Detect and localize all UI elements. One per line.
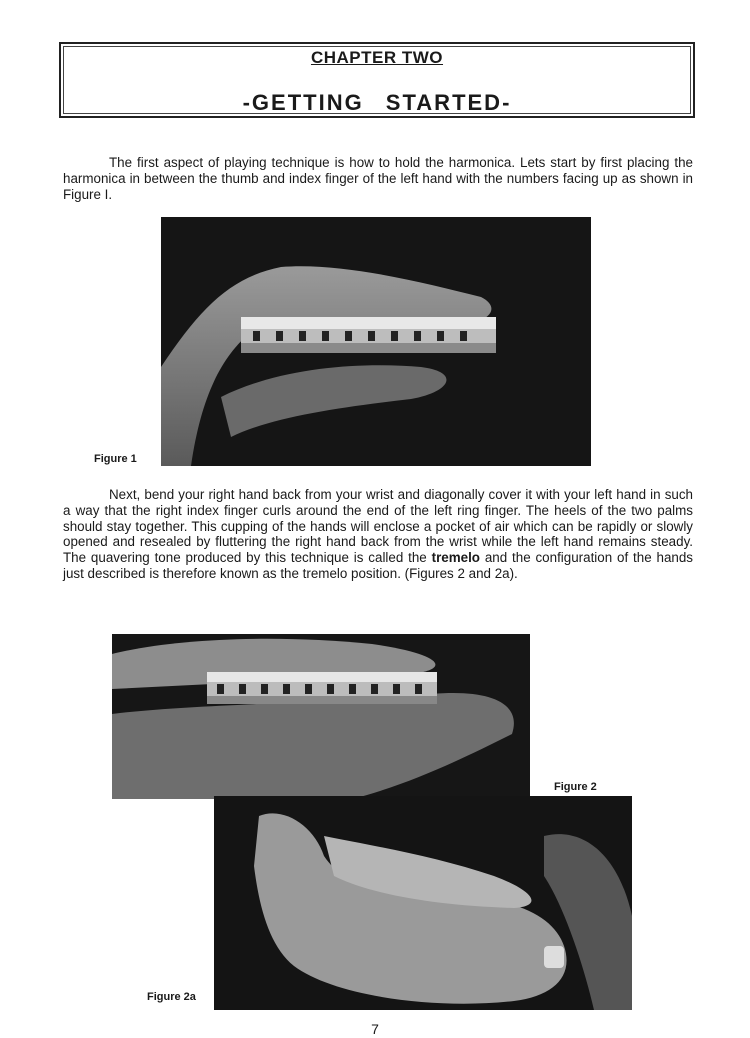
paragraph-tremelo: [63, 487, 693, 582]
figure-1-photo: [161, 217, 591, 466]
figure-2a-photo: [214, 796, 632, 1010]
chapter-title: -GETTING STARTED-: [242, 90, 512, 115]
chapter-header-box: [59, 42, 695, 118]
figure-2-caption: Figure 2: [554, 781, 597, 793]
chapter-label: CHAPTER TWO: [310, 48, 444, 67]
tremelo-term: tremelo: [431, 550, 480, 566]
paragraph-2-text-after: and the configuration of the hands just described is therefore known as the tremelo position. (Figures 2 and 2a).: [63, 550, 693, 581]
paragraph-1-text: The first aspect of playing technique is how to hold the harmonica. Lets start by first placing the harmonica in between the thumb and index finger of the left hand with the numbers facing up as shown in Figure I.: [63, 155, 693, 202]
figure-2-photo: [112, 634, 530, 799]
paragraph-2-text-before: Next, bend your right hand back from your wrist and diagonally cover it with your left hand in such a way that the right index finger curls around the end of the left ring finger. The heels of the two palms should stay together. This cupping of the hands will enclose a pocket of air which can be rapidly or slowly opened and resealed by fluttering the right hand back from the wrist while the left hand remains steady. The quavering tone produced by this technique is called the: [63, 487, 693, 566]
figure-2a-caption: Figure 2a: [147, 991, 196, 1003]
paragraph-hold-harmonica: [63, 155, 693, 202]
page-number: 7: [371, 1021, 379, 1037]
figure-1-caption: Figure 1: [94, 453, 137, 465]
